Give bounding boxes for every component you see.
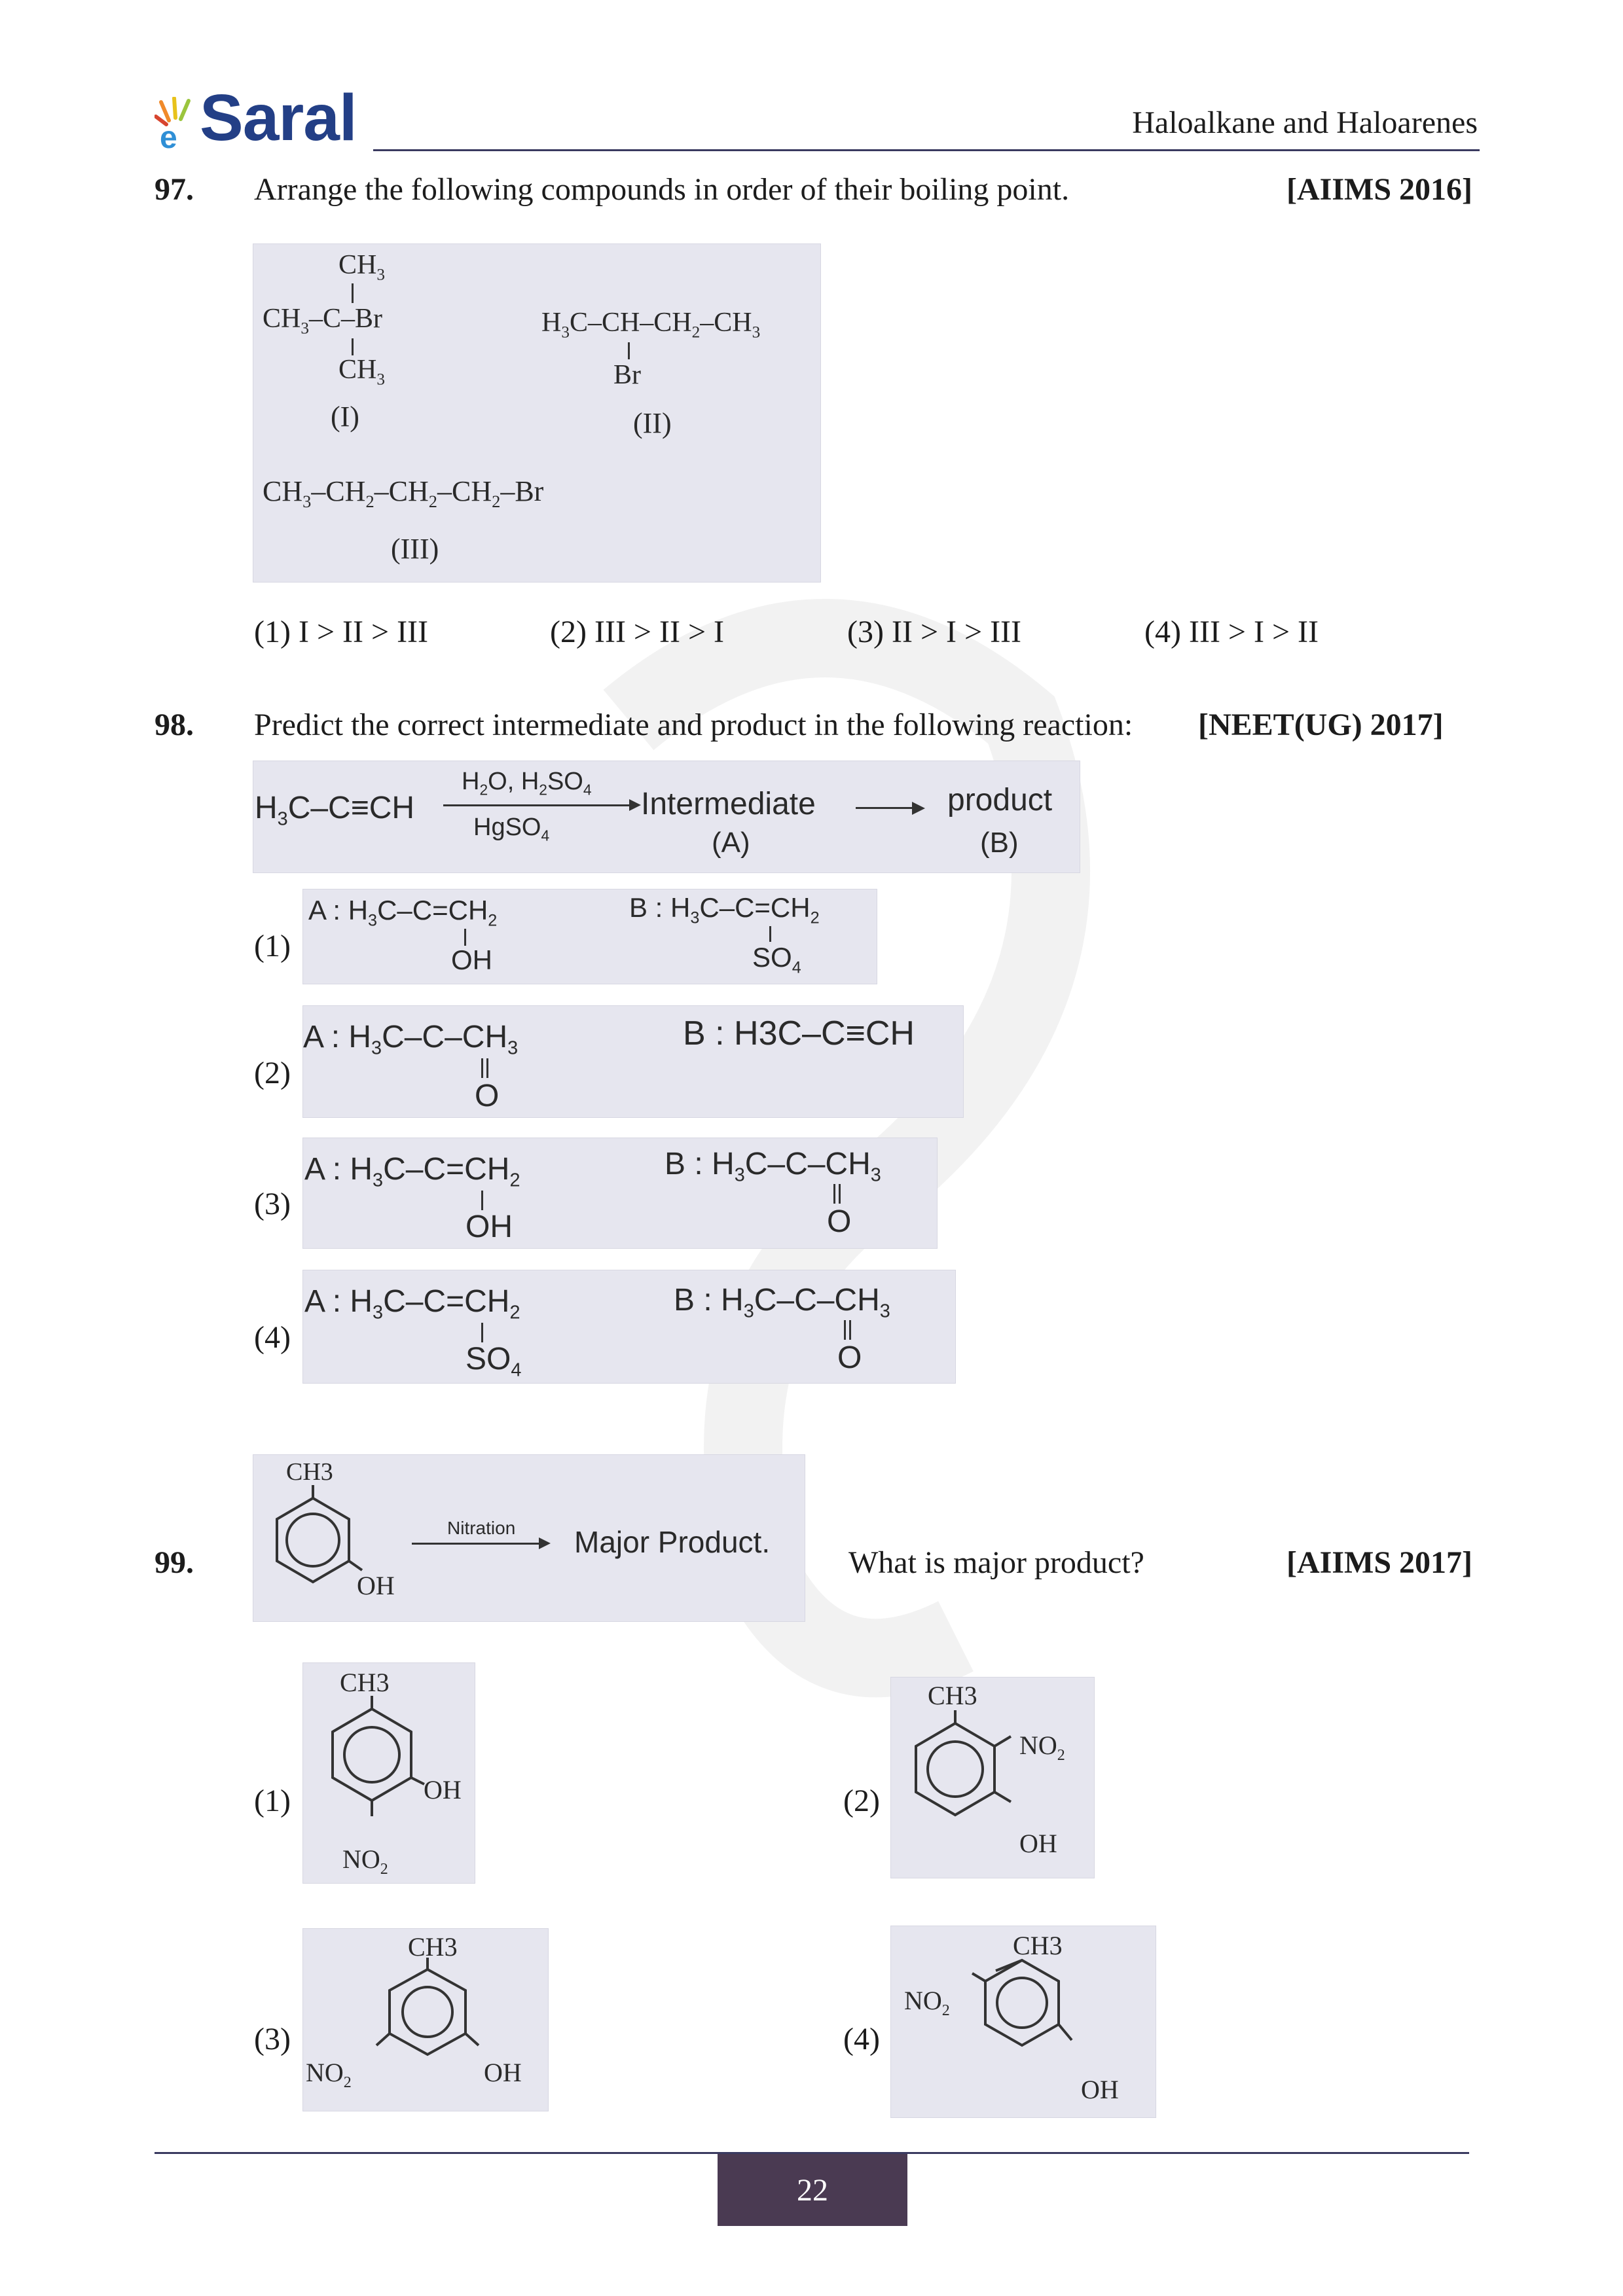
- q98-opt3-b-sub: O: [827, 1204, 852, 1239]
- q98-tag: [NEET(UG) 2017]: [1198, 708, 1444, 742]
- logo-prefix: e: [160, 120, 177, 149]
- benzene-ring-icon: [896, 1710, 1040, 1848]
- esaral-logo-icon: [155, 97, 200, 149]
- c2-label: (II): [633, 407, 672, 439]
- q98-option-4-figure[interactable]: A : $H_3C-C=CH_2$ $SO_4$ B : $H_3C-C-CH_3$ O: [302, 1270, 956, 1384]
- q98-option-1-label[interactable]: (1): [254, 929, 291, 963]
- c1-top: $CH_3$: [338, 250, 385, 284]
- q98-number: 98.: [155, 708, 194, 742]
- q99-option-1-label[interactable]: (1): [254, 1784, 291, 1818]
- reagent-bottom: HgSO$_4$: [473, 814, 550, 844]
- q99-arrow-label: Nitration: [447, 1518, 516, 1538]
- q97-number: 97.: [155, 172, 194, 207]
- q98-option-2-figure[interactable]: A : $H_3C-C-CH_3$ O B : H3C–C≡CH: [302, 1005, 964, 1118]
- c3-main: $CH_3-CH_2-CH_2-CH_2-Br$: [263, 475, 544, 511]
- c2-main: $H_3C-CH-CH_2-CH_3$: [541, 308, 761, 342]
- q98-opt2-a-sub: O: [475, 1079, 500, 1113]
- page-number: 22: [718, 2154, 907, 2226]
- q98-option-3-label[interactable]: (3): [254, 1187, 291, 1221]
- q98-opt1-a-sub: OH: [451, 944, 492, 975]
- q99-option-4-label[interactable]: (4): [843, 2022, 880, 2056]
- q97-option-2[interactable]: (2) III > II > I: [550, 615, 725, 649]
- q98-option-1-figure[interactable]: A : $H_3C-C=CH_2$ OH B : $H_3C-C=CH_2$ $SO_4$: [302, 889, 877, 984]
- q97-option-1[interactable]: (1) I > II > III: [254, 615, 429, 649]
- reagent-top: $H_2O$, $H_2SO_4$: [462, 768, 592, 798]
- c3-label: (III): [391, 533, 439, 565]
- q98-option-4-label[interactable]: (4): [254, 1320, 291, 1355]
- c1-mid: $CH_3-C-Br$: [263, 304, 382, 338]
- q98-option-2-label[interactable]: (2): [254, 1056, 291, 1090]
- logo-text: Saral: [200, 81, 357, 154]
- q99-option-2-figure[interactable]: CH3 $NO_2$ OH: [890, 1677, 1095, 1878]
- benzene-ring-icon: [257, 1485, 369, 1596]
- q99-option-3-label[interactable]: (3): [254, 2022, 291, 2056]
- q97-option-4[interactable]: (4) III > I > II: [1144, 615, 1319, 649]
- benzene-ring-icon: [310, 1696, 460, 1846]
- q98-option-3-figure[interactable]: A : $H_3C-C=CH_2$ OH B : $H_3C-C-CH_3$ O: [302, 1138, 938, 1249]
- intermediate-label: (A): [712, 827, 750, 859]
- q99-tag: [AIIMS 2017]: [1286, 1545, 1472, 1580]
- q99-option-2-label[interactable]: (2): [843, 1784, 880, 1818]
- intermediate: Intermediate: [641, 787, 816, 821]
- q98-opt4-b-sub: O: [837, 1340, 862, 1375]
- q99-option-4-figure[interactable]: CH3 $NO_2$ OH: [890, 1926, 1156, 2118]
- c1-bot: $CH_3$: [338, 355, 385, 389]
- q98-text: Predict the correct intermediate and product in the following reaction:: [254, 708, 1133, 742]
- q98-opt3-a-sub: OH: [465, 1210, 513, 1244]
- product-label: (B): [980, 827, 1019, 859]
- header-rule: [373, 149, 1480, 151]
- q97-option-3[interactable]: (3) II > I > III: [847, 615, 1022, 649]
- header-title: Haloalkane and Haloarenes: [1132, 105, 1478, 140]
- product: product: [947, 783, 1053, 817]
- q97-text: Arrange the following compounds in order of their boiling point.: [254, 172, 1070, 207]
- reaction-arrow: [443, 804, 633, 806]
- q99-number: 99.: [155, 1545, 194, 1580]
- q99-option-3-figure[interactable]: CH3 $NO_2$ OH: [302, 1928, 549, 2111]
- reactant: $H_3C-C\equiv CH$: [255, 791, 415, 830]
- q99-option-1-figure[interactable]: CH3 OH $NO_2$: [302, 1662, 475, 1884]
- q99-reaction: [253, 1454, 805, 1622]
- q98-reaction: [253, 761, 1080, 873]
- c2-sub: Br: [613, 360, 641, 390]
- q97-tag: [AIIMS 2016]: [1286, 172, 1472, 207]
- q99-substituent-top: CH3: [286, 1458, 333, 1486]
- q99-major-product: Major Product.: [574, 1525, 771, 1559]
- q99-text: What is major product?: [848, 1545, 1144, 1580]
- q99-substituent-bottom: OH: [357, 1571, 395, 1600]
- c1-label: (I): [331, 401, 359, 433]
- q98-opt2-b: B : H3C–C≡CH: [683, 1014, 915, 1052]
- q97-figure: [253, 243, 821, 583]
